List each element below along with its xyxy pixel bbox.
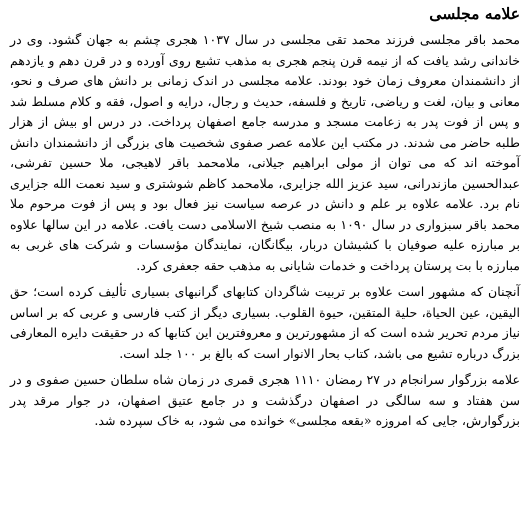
document-title: علامه مجلسی [429, 4, 520, 23]
paragraph-works: آنچنان که مشهور است علاوه بر تربیت شاگردان کتابهای گرانبهای بسیاری تألیف کرده است؛ حق الیقین، عین الحیاة، حلیة المتقین، حیوة القلوب. بسیاری دیگر از کتب فارسی و عربی که بر اساس نیاز مردم تحریر شده است که از مشهورترین و معروفترین این کتابها که در حقیقت دایره المعارفی بزرگ درباره تشیع می باشد، کتاب بحار الانوار است که بالغ بر ۱۰۰ جلد است. [10, 284, 520, 361]
paragraph-death: علامه بزرگوار سرانجام در ۲۷ رمضان ۱۱۱۰ هجری قمری در زمان شاه سلطان حسین صفوی و در سن هفتاد و سه سالگی در اصفهان درگذشت و در جامع عتیق اصفهان، در جوار مرقد پدر بزرگوارش، جایی که امروزه «بقعه مجلسی» خوانده می شود، به خاک سپرده شد. [10, 372, 520, 428]
paragraph-biography: محمد باقر مجلسی فرزند محمد تقی مجلسی در سال ۱۰۳۷ هجری چشم به جهان گشود. وی در خاندانی رشد یافت که از نیمه قرن پنجم هجری به مذهب تشیع روی آورده و در قرن دهم و یازدهم از دانشمندان معروف زمان خود بودند. علامه مجلسی در اندک زمانی بر دانش های صرف و نحو، معانی و بیان، لغت و ریاضی، تاریخ و فلسفه، حدیث و رجال، درایه و اصول، فقه و کلام مسلط شد و پس از فوت پدر به زعامت مسجد و مدرسه جامع اصفهان پرداخت. در درس او بیش از هزار طلبه حاضر می شدند. در مکتب این علامه عصر صفوی شخصیت های بزرگی از دانشمندان دانش آموخته اند که می توان از مولی ابراهیم جیلانی، ملامحمد باقر لاهیجی، ملا حسین تفرشی، عبدالحسین مازندرانی، سید عزیز الله جزایری، ملامحمد کاظم شوشتری و سید نعمت الله جزایری نام برد. علامه علاوه بر علم و دانش در عرصه سیاست نیز فعال بود و پس از فوت مرحوم ملا محمد باقر سبزواری در سال ۱۰۹۰ به منصب شیخ الاسلامی دست یافت. علامه در این سالها علاوه بر مبارزه علیه صوفیان با کشیشان دربار، بیگانگان، نمایندگان مؤسسات و شرکت های غربی به مبارزه با بت پرستان پرداخت و خدمات شایانی به مذهب حقه جعفری کرد. [10, 32, 520, 273]
